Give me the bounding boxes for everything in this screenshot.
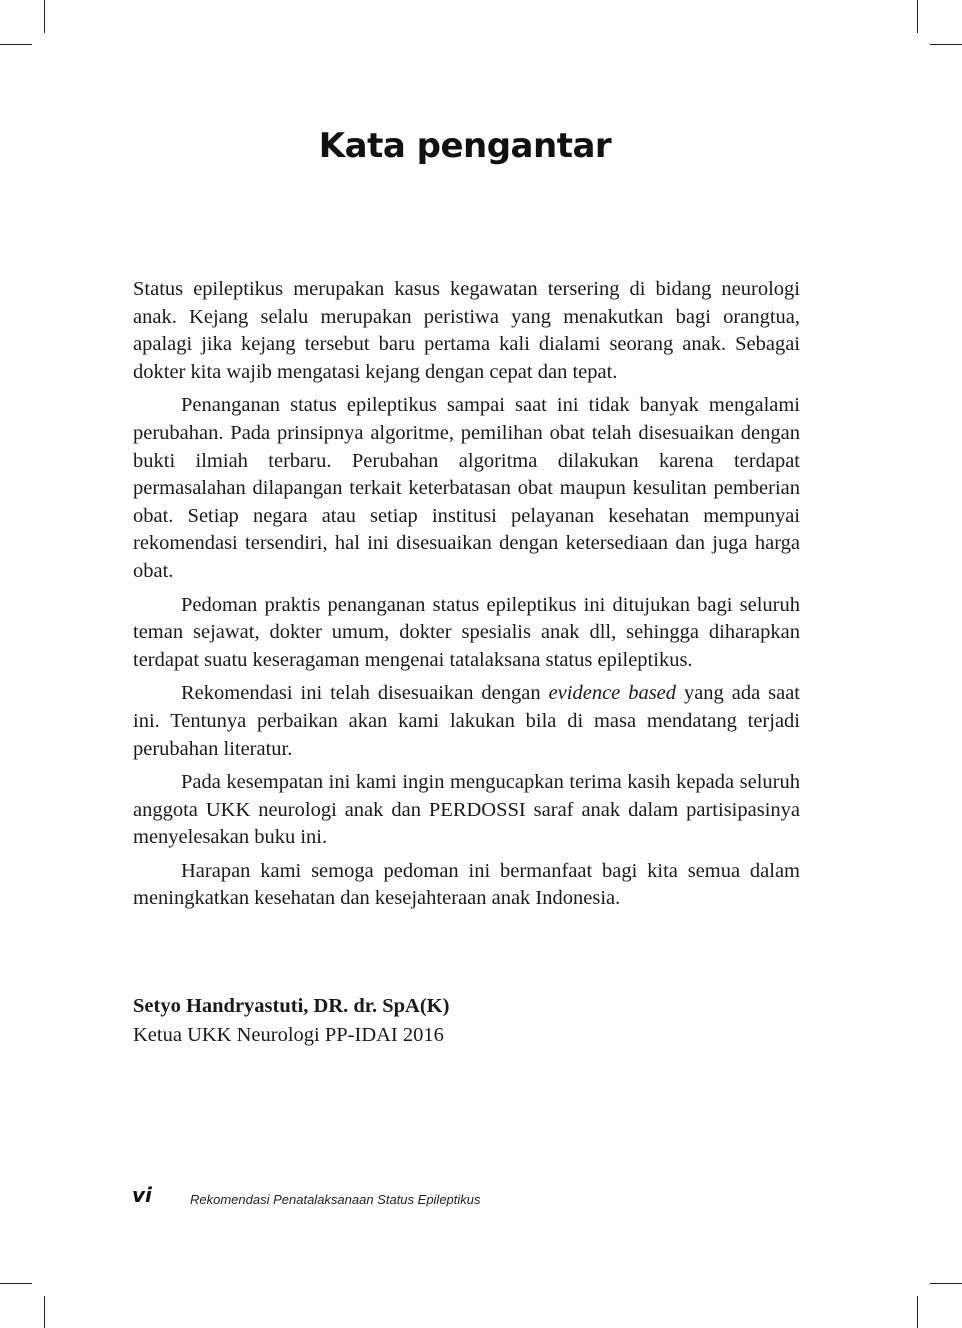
paragraph-5: Pada kesempatan ini kami ingin mengucapkan terima kasih kepada seluruh anggota UKK neurologi anak dan PERDOSSI saraf anak dalam partisipasinya menyelesakan buku ini. (133, 771, 800, 849)
signature-block (133, 992, 449, 1050)
crop-mark-bottom-left-vertical (44, 1296, 45, 1328)
crop-mark-bottom-right-vertical (917, 1296, 918, 1328)
paragraph-4 (133, 680, 800, 763)
page-title: Kata pengantar (318, 126, 612, 166)
signature-position: Ketua UKK Neurologi PP-IDAI 2016 (133, 1024, 444, 1046)
body-text (133, 276, 800, 919)
paragraph-2: Penanganan status epileptikus sampai saat ini tidak banyak mengalami perubahan. Pada prinsipnya algoritme, pemilihan obat telah disesuaikan dengan bukti ilmiah terbaru. Perubahan algoritma dilakukan karena terdapat permasalahan dilapangan terkait keterbatasan obat maupun kesulitan pemberian obat. Setiap negara atau setiap institusi pelayanan kesehatan mempunyai rekomendasi tersendiri, hal ini disesuaikan dengan ketersediaan dan juga harga obat. (133, 394, 800, 582)
paragraph-1: Status epileptikus merupakan kasus kegawatan tersering di bidang neurologi anak. Kejang selalu merupakan peristiwa yang menakutkan bagi orangtua, apalagi jika kejang tersebut baru pertama kali dialami seorang anak. Sebagai dokter kita wajib mengatasi kejang dengan cepat dan tepat. (133, 278, 800, 383)
paragraph-4-text-after: yang ada saat ini. Tentunya perbaikan akan kami lakukan bila di masa mendatang terjadi perubahan literatur. (133, 682, 800, 760)
paragraph-4-italic-term: evidence based (548, 682, 677, 705)
signature-name: Setyo Handryastuti, DR. dr. SpA(K) (133, 995, 450, 1017)
crop-mark-bottom-right-horizontal (930, 1283, 962, 1284)
crop-mark-top-right-horizontal (930, 44, 962, 45)
crop-mark-bottom-left-horizontal (0, 1283, 32, 1284)
crop-mark-top-left-horizontal (0, 44, 32, 45)
paragraph-4-text-before: Rekomendasi ini telah disesuaikan dengan (181, 682, 549, 705)
page-number: vi (132, 1183, 152, 1207)
running-footer-title: Rekomendasi Penatalaksanaan Status Epileptikus (190, 1192, 481, 1207)
crop-mark-top-left-vertical (44, 0, 45, 33)
crop-mark-top-right-vertical (917, 0, 918, 33)
paragraph-6: Harapan kami semoga pedoman ini bermanfaat bagi kita semua dalam meningkatkan kesehatan dan kesejahteraan anak Indonesia. (133, 859, 800, 910)
paragraph-3: Pedoman praktis penanganan status epileptikus ini ditujukan bagi seluruh teman sejawat, dokter umum, dokter spesialis anak dll, sehingga diharapkan terdapat suatu keseragaman mengenai tatalaksana status epileptikus. (133, 593, 800, 671)
